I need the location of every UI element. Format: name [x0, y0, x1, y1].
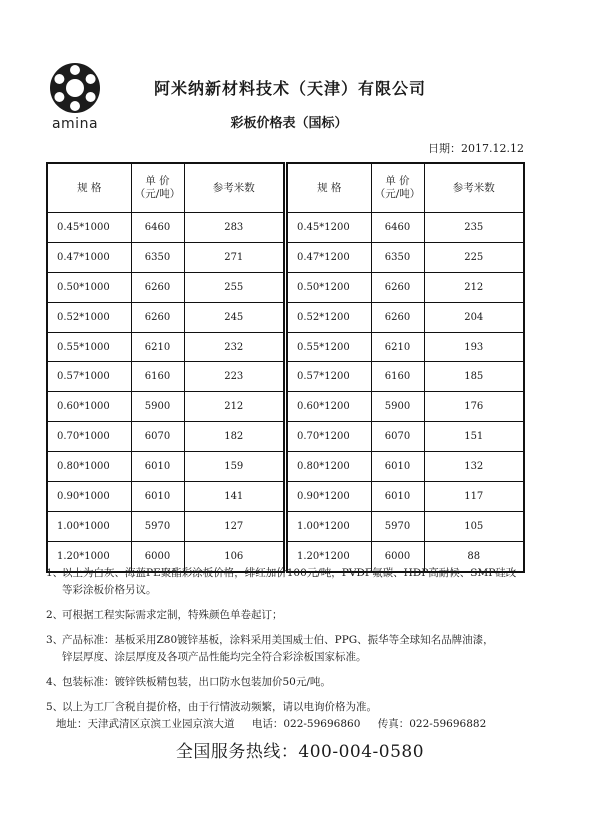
- spec-cell: 0.45*1000: [47, 213, 131, 243]
- price-cell: 5900: [371, 392, 424, 422]
- meters-cell: 141: [184, 482, 284, 512]
- spec-cell: 0.45*1200: [287, 213, 371, 243]
- meters-cell: 151: [424, 422, 524, 452]
- service-hotline: 全国服务热线：400-004-0580: [175, 742, 425, 762]
- spec-cell: 0.80*1200: [287, 452, 371, 482]
- meters-cell: 88: [424, 541, 524, 571]
- meters-cell: 235: [424, 213, 524, 243]
- spec-cell: 0.47*1000: [47, 242, 131, 272]
- note-item: [46, 699, 566, 716]
- meters-cell: 245: [184, 302, 284, 332]
- meters-cell: 132: [424, 452, 524, 482]
- fax-text: 传真：022-59696882: [377, 718, 487, 730]
- price-cell: 6070: [371, 422, 424, 452]
- table-row: [287, 482, 524, 512]
- table-header-row: [287, 163, 524, 213]
- header-price: [131, 163, 184, 213]
- spec-cell: 0.47*1200: [287, 242, 371, 272]
- price-cell: 6260: [371, 272, 424, 302]
- meters-cell: 255: [184, 272, 284, 302]
- spec-cell: 0.50*1200: [287, 272, 371, 302]
- table-row: [47, 242, 284, 272]
- note-item: [46, 632, 566, 666]
- note-item: [46, 565, 566, 599]
- price-cell: 6000: [131, 541, 184, 571]
- spec-cell: 1.00*1000: [47, 511, 131, 541]
- table-row: [47, 452, 284, 482]
- meters-cell: 117: [424, 482, 524, 512]
- document-title: 彩板价格表（国标）: [230, 116, 348, 131]
- price-cell: 6010: [131, 482, 184, 512]
- price-cell: 6260: [131, 272, 184, 302]
- note-number: 4、: [46, 676, 64, 688]
- spec-cell: 0.90*1000: [47, 482, 131, 512]
- table-row: [47, 272, 284, 302]
- note-number: 1、: [46, 567, 64, 579]
- table-row: [287, 422, 524, 452]
- price-cell: 5970: [371, 511, 424, 541]
- table-row: [287, 332, 524, 362]
- company-name: 阿米纳新材料技术（天津）有限公司: [153, 79, 426, 98]
- meters-cell: 223: [184, 362, 284, 392]
- spec-cell: 0.52*1000: [47, 302, 131, 332]
- note-item: [46, 674, 566, 691]
- header-price-line2: （元/吨）: [134, 188, 181, 200]
- table-header-row: [47, 163, 284, 213]
- table-row: [287, 452, 524, 482]
- price-cell: 6460: [131, 213, 184, 243]
- price-table-left: [46, 162, 285, 573]
- spec-cell: 1.00*1200: [287, 511, 371, 541]
- price-cell: 6010: [131, 452, 184, 482]
- spec-cell: 0.60*1200: [287, 392, 371, 422]
- meters-cell: 283: [184, 213, 284, 243]
- note-text: 等彩涂板价格另议。: [62, 584, 157, 596]
- spec-cell: 0.55*1200: [287, 332, 371, 362]
- price-cell: 6460: [371, 213, 424, 243]
- price-cell: 6210: [131, 332, 184, 362]
- meters-cell: 212: [184, 392, 284, 422]
- spec-cell: 0.70*1200: [287, 422, 371, 452]
- meters-cell: 182: [184, 422, 284, 452]
- spec-cell: 0.55*1000: [47, 332, 131, 362]
- spec-cell: 0.60*1000: [47, 392, 131, 422]
- table-row: [47, 332, 284, 362]
- spec-cell: 0.52*1200: [287, 302, 371, 332]
- note-text: 产品标准：基板采用Z80镀锌基板，涂料采用美国威士伯、PPG、振华等全球知名品牌油漆，: [62, 634, 494, 646]
- header-meters: 参考米数: [424, 163, 524, 213]
- price-cell: 6350: [371, 242, 424, 272]
- spec-cell: 0.57*1200: [287, 362, 371, 392]
- table-row: [47, 482, 284, 512]
- meters-cell: 232: [184, 332, 284, 362]
- table-row: [47, 392, 284, 422]
- meters-cell: 185: [424, 362, 524, 392]
- header-price-line2: （元/吨）: [374, 188, 421, 200]
- note-item: [46, 607, 566, 624]
- note-text: 以上为工厂含税自提价格，由于行情波动频繁，请以电询价格为准。: [62, 701, 377, 713]
- meters-cell: 271: [184, 242, 284, 272]
- table-row: [47, 213, 284, 243]
- address-text: 地址：天津武清区京滨工业园京滨大道: [56, 718, 235, 730]
- price-cell: 6070: [131, 422, 184, 452]
- meters-cell: 105: [424, 511, 524, 541]
- meters-cell: 106: [184, 541, 284, 571]
- table-row: [47, 422, 284, 452]
- notes-list: [46, 565, 566, 724]
- spec-cell: 0.70*1000: [47, 422, 131, 452]
- price-cell: 6010: [371, 482, 424, 512]
- price-cell: 6160: [131, 362, 184, 392]
- table-row: [287, 272, 524, 302]
- header-price-line1: 单 价: [145, 175, 170, 187]
- note-number: 2、: [46, 609, 64, 621]
- table-row: [47, 511, 284, 541]
- phone-text: 电话：022-59696860: [251, 718, 361, 730]
- meters-cell: 225: [424, 242, 524, 272]
- spec-cell: 1.20*1000: [47, 541, 131, 571]
- header-price: [371, 163, 424, 213]
- price-cell: 6210: [371, 332, 424, 362]
- note-text: 锌层厚度、涂层厚度及各项产品性能均完全符合彩涂板国家标准。: [62, 651, 367, 663]
- price-table-right: [286, 162, 525, 573]
- table-row: [287, 392, 524, 422]
- header-spec: 规 格: [287, 163, 371, 213]
- meters-cell: 159: [184, 452, 284, 482]
- spec-cell: 0.57*1000: [47, 362, 131, 392]
- spec-cell: 1.20*1200: [287, 541, 371, 571]
- amina-logo-icon: [44, 60, 106, 116]
- meters-cell: 204: [424, 302, 524, 332]
- note-text: 以上为白灰、海蓝PE聚酯彩涂板价格，绯红加价100元/吨，PVDF氟碳、HDP高耐候、SMP硅改: [62, 567, 517, 579]
- note-number: 3、: [46, 634, 64, 646]
- spec-cell: 0.90*1200: [287, 482, 371, 512]
- table-row: [287, 242, 524, 272]
- table-row: [47, 362, 284, 392]
- table-row: [287, 213, 524, 243]
- price-cell: 5970: [131, 511, 184, 541]
- price-cell: 6260: [371, 302, 424, 332]
- price-cell: 6160: [371, 362, 424, 392]
- spec-cell: 0.80*1000: [47, 452, 131, 482]
- price-cell: 5900: [131, 392, 184, 422]
- header-meters: 参考米数: [184, 163, 284, 213]
- contact-line: [56, 716, 576, 731]
- header-price-line1: 单 价: [385, 175, 410, 187]
- table-row: [287, 302, 524, 332]
- spec-cell: 0.50*1000: [47, 272, 131, 302]
- price-cell: 6010: [371, 452, 424, 482]
- note-number: 5、: [46, 701, 64, 713]
- logo-text: amina: [51, 116, 99, 132]
- table-row: [287, 362, 524, 392]
- table-row: [47, 302, 284, 332]
- note-text: 包装标准：镀锌铁板精包装，出口防水包装加价50元/吨。: [62, 676, 331, 688]
- company-logo: [44, 60, 106, 135]
- document-date: 日期：2017.12.12: [428, 142, 524, 155]
- meters-cell: 193: [424, 332, 524, 362]
- price-cell: 6260: [131, 302, 184, 332]
- note-text: 可根据工程实际需求定制，特殊颜色单卷起订；: [62, 609, 283, 621]
- meters-cell: 212: [424, 272, 524, 302]
- meters-cell: 176: [424, 392, 524, 422]
- header-spec: 规 格: [47, 163, 131, 213]
- table-row: [287, 511, 524, 541]
- meters-cell: 127: [184, 511, 284, 541]
- price-cell: 6000: [371, 541, 424, 571]
- price-cell: 6350: [131, 242, 184, 272]
